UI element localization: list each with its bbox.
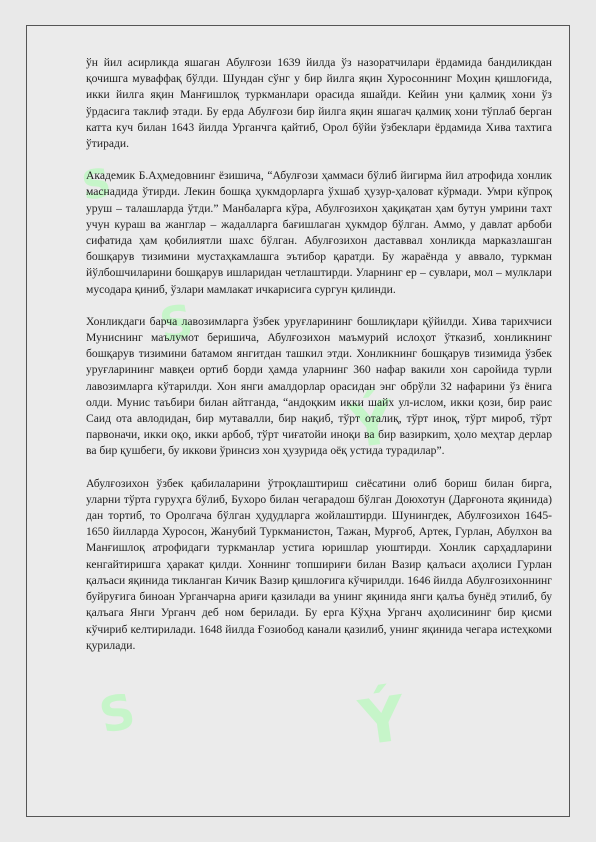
- watermark-mark: S: [94, 683, 141, 745]
- document-body: [86, 55, 552, 670]
- paragraph: Хонликдаги барча лавозимларга ўзбек уруғларининг бошлиқлари қўйилди. Хива тарихчиси Муниснинг маълумот беришича, Абулғозихон маъмурий ислоҳот ўтказиб, хонликнинг бошқарув тизимини батамом янгитдан ташкил этди. Хонликнинг бошқарув тизимида ўзбек уруғларининг мавқеи ортиб борди ҳамда уларнинг 360 нафар вакили хон саройида турли лавозимларга кўтарилди. Хон янги амалдорлар орасидан энг обрўли 32 нафарини ўз ёнига олди. Мунис таъбири билан айтганда, “андоқким икки шайх ул-ислом, икки қози, бир раис Саид ота авлодидан, бир мутавалли, бир нақиб, тўрт оталиқ, тўрт иноқ, тўрт мироб, тўрт парвоначи, икки оқо, икки арбоб, тўрт чиғатойи иноқи ва бир вазиркиm, ҳоло меҳтар дерлар ва бир қушбеги, бу иккови ўринсиз хон ҳузурида оёқ устида турадилар”.: [86, 314, 552, 458]
- paragraph: ўн йил асирликда яшаган Абулғози 1639 йилда ўз назоратчилари ёрдамида бандиликдан қочишга муваффақ бўлди. Шундан сўнг у бир йилга яқин Хуросоннинг Моҳин қишлоғида, икки йилга яқин Манғишлоқ туркманлари орасида яшайди. Кейин уни қалмиқ хони ўз ўрдасига таклиф этади. Бу ерда Абулғози бир йилга яқин яшагач қалмиқ хони тўплаб берган катта куч билан 1643 йилда Урганчга қайтиб, Орол бўйи ўзбеклари ёрдамида Хива тахтига ўтиради.: [86, 56, 552, 151]
- watermark-mark: Ý: [345, 387, 399, 463]
- paragraph: Академик Б.Аҳмедовнинг ёзишича, “Абулғози ҳаммаси бўлиб йигирма йил атрофида хонлик маснадида ўтирди. Лекин бошқа ҳукмдорларга ўхшаб ҳузур-ҳаловат кўрмади. Умри кўпроқ уруш – талашларда ўтди.” Манбаларга кўра, Абулғозихон ҳақиқатан ҳам бутун умрини тахт учун кураш ва жанглар – жадалларга бағишлаган ҳукмдор бўлган. Аммо, у давлат арбоби сифатида ҳам қобилиятли шахс бўлган. Абулғозихон даставвал хонликда марказлашган бошқарув тизимини мустаҳкамлашга эътибор қаратди. Бу жараёнда у аввало, туркман йўлбошчиларини бошқарув ишларидан четлаштирди. Уларнинг ер – сувлари, мол – мулклари мусодара қиниб, ўзлари мамлакат ичкарисига сургун қилинди.: [86, 169, 552, 296]
- watermark-mark: Ý: [355, 681, 410, 760]
- watermark-mark: S: [155, 293, 198, 353]
- paragraph: Абулғозихон ўзбек қабилаларини ўтроқлаштириш сиёсатини олиб бориш билан бирга, уларни тўрта гуруҳга бўлиб, Бухоро билан чегарадош бўлган Доюхотун (Дарғонота яқинида) дан тортиб, то Оролгача бўлган ҳудудларга жойлаштирди. Шунингдек, Абулғозихон 1645-1650 йилларда Хуросон, Жанубий Туркманистон, Тажан, Мурғоб, Артек, Гурлан, Абулхон ва Манғишлоқ атрофидаги туркманлар устига юришлар уюштирди. Хонлик сарҳадларини кенгайтиришга ҳаракат қилди. Хоннинг топшириғи билан Вазир қалъаси аҳолиси Гурлан қалъаси яқинида тикланган Кичик Вазир қишлоғига кўчирилди. 1646 йилда Абулғозихоннинг буйруғига биноан Урганчарна ариғи қазилади ва унинг яқинида янги қалъа бунёд этилиб, бу қалъага Янги Урганч деб ном берилади. Бу ерга Кўҳна Урганч аҳолисининг бир қисми кўчириб келтирилади. 1648 йилда Ғозиобод канали қазилиб, унинг яқинида чегара истеҳкоми қурилади.: [86, 476, 552, 652]
- watermark-mark: S: [78, 160, 114, 210]
